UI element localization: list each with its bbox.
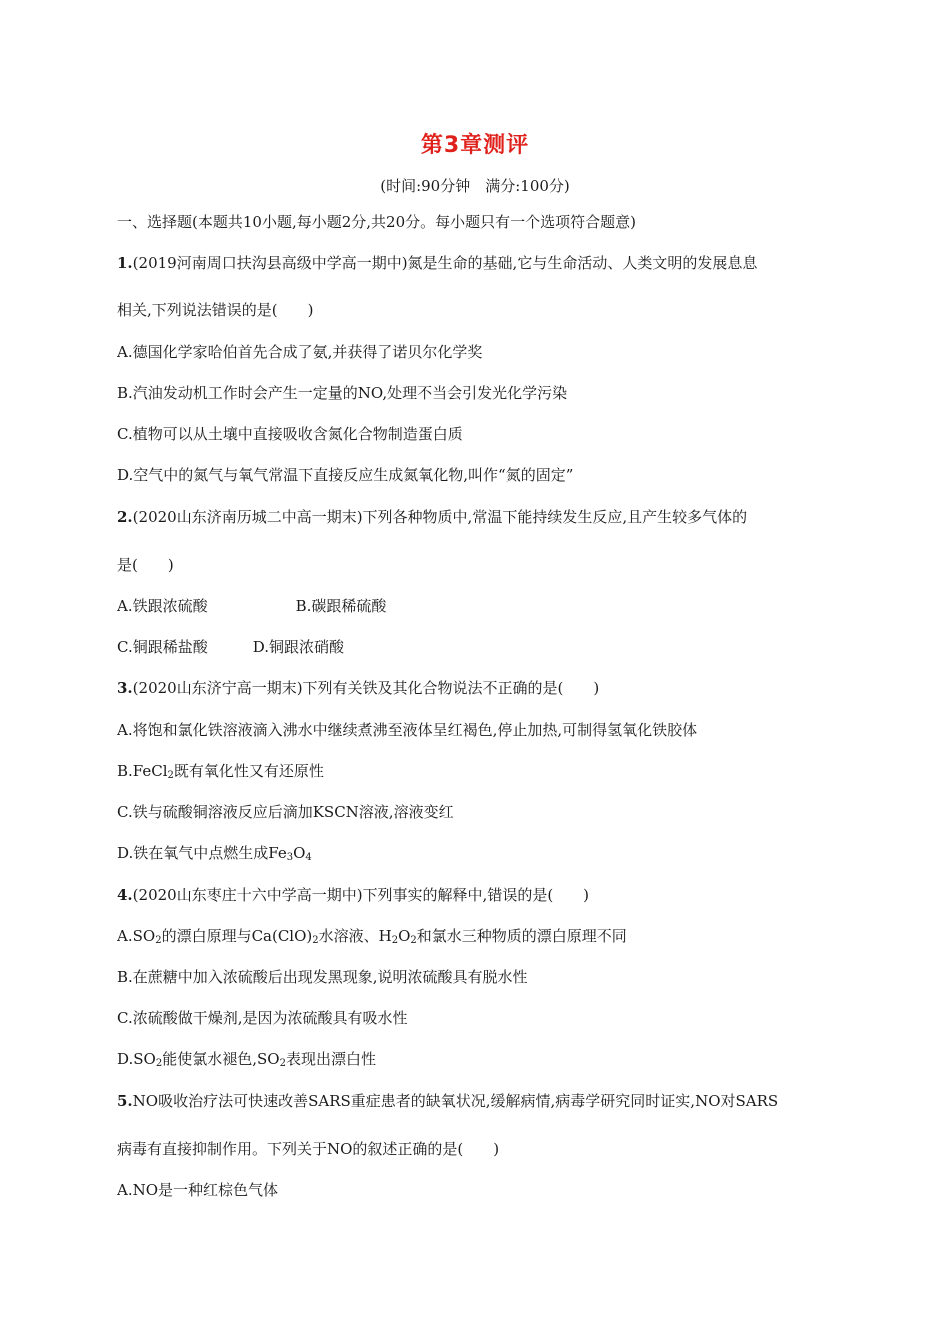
question-3-option-c: C.铁与硫酸铜溶液反应后滴加KSCN溶液,溶液变红 (117, 803, 454, 821)
question-number: 3. (117, 679, 133, 697)
question-text: (2019河南周口扶沟县高级中学高一期中)氮是生命的基础,它与生命活动、人类文明的发展息息 (132, 254, 758, 272)
question-1-option-d: D.空气中的氮气与氧气常温下直接反应生成氮氧化物,叫作“氮的固定” (117, 466, 574, 484)
question-4-option-a: $A.SO_2$的漂白原理与$Ca(ClO)_2$水溶液、$H_2O_2$和氯水三种物质的漂白原理不同 (117, 927, 627, 946)
question-2-option-d: D.铜跟浓硝酸 (252, 638, 344, 656)
question-3-option-a: A.将饱和氯化铁溶液滴入沸水中继续煮沸至液体呈红褐色,停止加热,可制得氢氧化铁胶体 (117, 721, 698, 739)
question-text: NO吸收治疗法可快速改善SARS重症患者的缺氧状况,缓解病情,病毒学研究同时证实,NO对SARS (132, 1092, 779, 1110)
page-title: 第3章测评 (420, 133, 530, 158)
question-2-option-b: B.碳跟稀硫酸 (295, 597, 387, 615)
question-text: (2020山东济南历城二中高一期末)下列各种物质中,常温下能持续发生反应,且产生较多气体的 (132, 508, 748, 526)
question-4-option-c: C.浓硫酸做干燥剂,是因为浓硫酸具有吸水性 (117, 1009, 408, 1027)
question-2-option-a: A.铁跟浓硫酸 (117, 597, 208, 615)
question-2-options-cd (117, 637, 344, 657)
question-2-options-ab (117, 596, 386, 616)
section-heading: 一、选择题(本题共10小题,每小题2分,共20分。每小题只有一个选项符合题意) (117, 213, 636, 231)
question-3-stem (117, 678, 599, 698)
question-1-stem-line1 (117, 253, 757, 273)
question-text: (2020山东济宁高一期末)下列有关铁及其化合物说法不正确的是( ) (132, 679, 600, 697)
question-1-stem-line2: 相关,下列说法错误的是( ) (117, 301, 314, 319)
question-2-stem-line1 (117, 507, 747, 527)
question-1-option-a: A.德国化学家哈伯首先合成了氨,并获得了诺贝尔化学奖 (117, 343, 483, 361)
question-3-option-d: D.铁在氧气中点燃生成$Fe_3O_4$ (117, 844, 312, 863)
question-5-option-a: A.NO是一种红棕色气体 (117, 1181, 279, 1199)
question-4-stem (117, 885, 589, 905)
exam-info: (时间:90分钟 满分:100分) (380, 177, 570, 195)
question-number: 4. (117, 886, 133, 904)
question-number: 1. (117, 254, 133, 272)
question-number: 2. (117, 508, 133, 526)
question-1-option-c: C.植物可以从土壤中直接吸收含氮化合物制造蛋白质 (117, 425, 463, 443)
question-2-stem-line2: 是( ) (117, 556, 174, 574)
question-text: (2020山东枣庄十六中学高一期中)下列事实的解释中,错误的是( ) (132, 886, 590, 904)
question-5-stem-line2: 病毒有直接抑制作用。下列关于NO的叙述正确的是( ) (117, 1140, 500, 1158)
question-number: 5. (117, 1092, 133, 1110)
question-4-option-d: $D.SO_2$能使氯水褪色$,SO_2$表现出漂白性 (117, 1050, 376, 1069)
question-1-option-b: B.汽油发动机工作时会产生一定量的NO,处理不当会引发光化学污染 (117, 384, 568, 402)
question-4-option-b: B.在蔗糖中加入浓硫酸后出现发黑现象,说明浓硫酸具有脱水性 (117, 968, 528, 986)
question-3-option-b: B.FeCl$_2$既有氧化性又有还原性 (117, 762, 324, 781)
question-5-stem-line1 (117, 1091, 778, 1111)
question-2-option-c: C.铜跟稀盐酸 (117, 638, 208, 656)
